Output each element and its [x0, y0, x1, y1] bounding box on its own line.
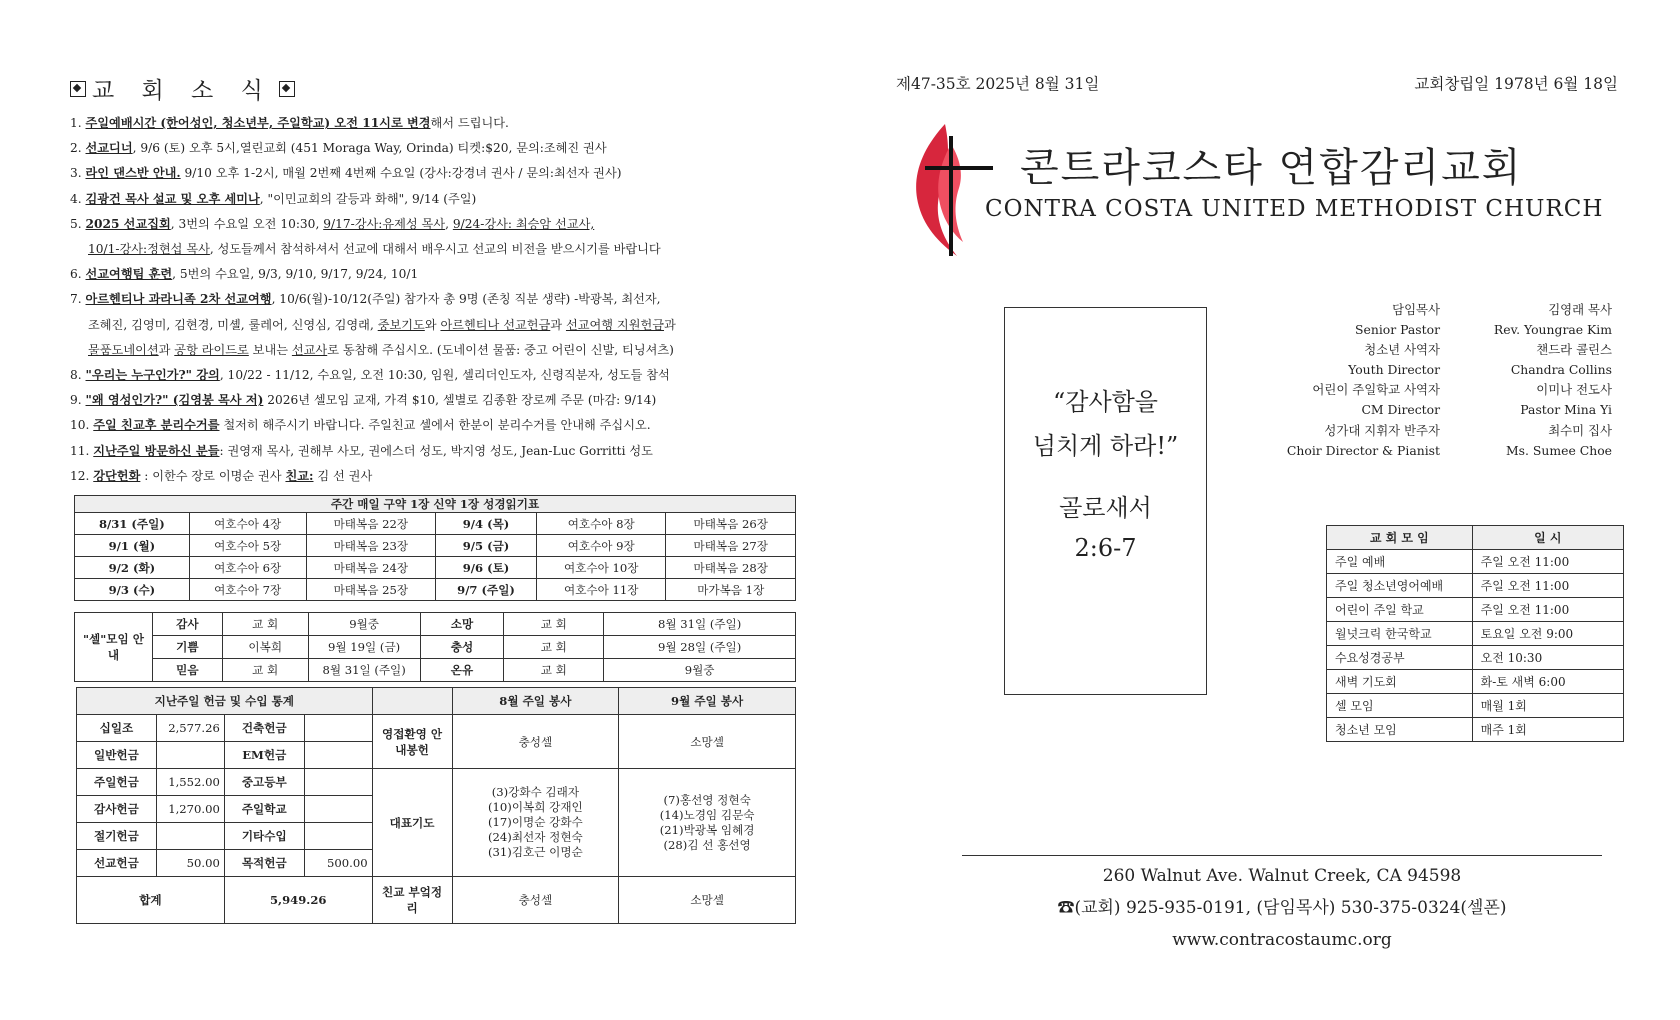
staff-name-ko: 김영래 목사: [1548, 302, 1612, 317]
cell-group-name: 믿음: [152, 659, 222, 682]
news-item-text: 선교여행팀 훈련: [85, 267, 173, 282]
cell-group-value: 9월중: [604, 659, 796, 682]
news-item-text: 지난주일 방문하신 분들: [93, 443, 220, 458]
news-item: [70, 212, 800, 237]
news-item-text: , 3번의 수요일 오전 10:30,: [170, 216, 324, 231]
divider: [962, 855, 1602, 856]
news-item: [70, 313, 800, 338]
news-item-text: 과: [664, 317, 676, 332]
finance-amount: 500.00: [304, 850, 372, 877]
gathering-name: 셀 모임: [1327, 694, 1473, 718]
staff-role-ko: 어린이 주일학교 사역자: [1312, 382, 1440, 398]
finance-amount: [156, 742, 224, 769]
news-item-text: 주일 친교후 분리수거를: [93, 418, 220, 433]
prayer-label: 대표기도: [372, 769, 452, 877]
reading-chapter: 마태복음 27장: [666, 535, 796, 557]
cell-group-value: 교 회: [504, 613, 604, 636]
finance-title: 지난주일 헌금 및 수입 통계: [77, 688, 373, 715]
prayer-entry: (24)최선자 정현숙: [488, 830, 583, 844]
cell-group-value: 8월 31일 (주일): [308, 659, 420, 682]
reading-date: 9/4 (목): [436, 513, 537, 535]
finance-amount: [304, 769, 372, 796]
table-row: [77, 715, 796, 742]
staff-name-ko: 이미나 전도사: [1536, 382, 1612, 398]
motto-line-1: “감사함을: [1052, 388, 1158, 416]
news-item-text: 9/24-강사: 최승암 선교사,: [452, 216, 595, 231]
reading-date: 9/3 (수): [75, 579, 190, 601]
motto-line-2: 넘치게 하라!”: [1032, 432, 1179, 460]
prayer-entry: (14)노경임 김문숙: [659, 807, 755, 822]
finance-label: 건축헌금: [224, 715, 304, 742]
staff-role-en: CM Director: [1361, 402, 1440, 418]
cell-group-value: 교 회: [504, 636, 604, 659]
reading-chapter: 마가복음 1장: [666, 579, 796, 601]
cell-group-name: 감사: [152, 613, 222, 636]
news-item-text: 선교디너: [85, 141, 133, 156]
finance-amount: [304, 715, 372, 742]
gathering-name: 주일 청소년영어예배: [1327, 574, 1473, 598]
cell-group-name: 기쁨: [152, 636, 222, 659]
staff-name-en: Chandra Collins: [1510, 362, 1612, 378]
reading-chapter: 여호수아 7장: [189, 579, 306, 601]
table-row: [77, 688, 796, 715]
staff-row: [1250, 421, 1612, 441]
gathering-header-name: 교 회 모 임: [1327, 526, 1473, 550]
reading-date: 9/1 (월): [75, 535, 190, 557]
news-item: [70, 388, 800, 413]
reading-chapter: 여호수아 10장: [536, 557, 666, 579]
service-blank: [372, 688, 452, 715]
contact-block: [962, 860, 1602, 956]
bible-table-title: 주간 매일 구약 1장 신약 1장 성경읽기표: [75, 496, 796, 513]
news-item: [70, 237, 800, 262]
fellowship-label: 친교 부엌정리: [372, 877, 452, 924]
church-gatherings-table: [1326, 525, 1624, 742]
news-item: [70, 338, 800, 363]
news-item-number: 7.: [70, 292, 82, 307]
reading-chapter: 여호수아 9장: [536, 535, 666, 557]
founding-date: 교회창립일 1978년 6월 18일: [1414, 75, 1618, 93]
news-item-text: 2026년 셀모임 교재, 가격 $10, 셀별로 김종환 장로께 주문 (마감: 9/14): [263, 393, 657, 408]
gathering-time: 주일 오전 11:00: [1472, 598, 1623, 622]
news-item-text: 로 동참해 주십시오. (도네이션 물품: 중고 어린이 신발, 티닝셔츠): [327, 342, 674, 357]
gathering-time: 토요일 오전 9:00: [1472, 622, 1623, 646]
church-address: 260 Walnut Ave. Walnut Creek, CA 94598: [1102, 866, 1462, 886]
usher-sep: 소망셀: [619, 715, 796, 769]
table-row: [75, 659, 796, 682]
prayer-entry: (21)박광복 임혜경: [659, 822, 755, 837]
reading-date: 9/7 (주일): [436, 579, 537, 601]
staff-row: [1250, 300, 1612, 320]
news-item-text: 공항 라이드로: [174, 342, 249, 357]
staff-row: [1250, 441, 1612, 461]
staff-name-ko: 챈드라 콜린스: [1536, 342, 1612, 358]
gathering-time: 매월 1회: [1472, 694, 1623, 718]
staff-role-en: Youth Director: [1348, 362, 1440, 378]
cell-group-value: 9월 28일 (주일): [604, 636, 796, 659]
finance-label: 절기헌금: [77, 823, 157, 850]
table-row: [1327, 598, 1624, 622]
table-row: [75, 557, 796, 579]
news-item: [70, 262, 800, 287]
reading-date: 9/5 (금): [436, 535, 537, 557]
finance-amount: 2,577.26: [156, 715, 224, 742]
news-item-number: 11.: [70, 443, 90, 458]
table-row: [77, 769, 796, 796]
cell-group-name: 소망: [420, 613, 504, 636]
news-item-text: 아르헨티나 선교헌금: [440, 317, 551, 332]
table-row: [75, 535, 796, 557]
prayer-entry: (17)이명순 강화수: [488, 815, 583, 829]
news-item-text: : 이한수 장로 이명순 권사: [140, 468, 286, 483]
news-item-text: 해서 드립니다.: [430, 116, 509, 130]
reading-date: 9/6 (토): [436, 557, 537, 579]
finance-amount: 50.00: [156, 850, 224, 877]
bible-reading-table: [74, 495, 796, 601]
news-item-text: 과: [550, 317, 566, 332]
finance-label: 목적헌금: [224, 850, 304, 877]
finance-amount: [156, 823, 224, 850]
prayer-entry: (28)김 선 홍선영: [663, 837, 751, 852]
reading-chapter: 여호수아 8장: [536, 513, 666, 535]
news-item-text: 김 선 권사: [313, 468, 373, 483]
finance-label: 십일조: [77, 715, 157, 742]
news-item-number: 2.: [70, 141, 82, 156]
table-row: [75, 513, 796, 535]
news-item-number: 9.: [70, 393, 82, 408]
table-row: [1327, 670, 1624, 694]
total-label: 합계: [77, 877, 225, 924]
finance-label: 감사헌금: [77, 796, 157, 823]
reading-chapter: 여호수아 6장: [189, 557, 306, 579]
news-item-text: 9/17-강사:유제성 목사: [323, 216, 446, 231]
staff-name-en: Rev. Youngrae Kim: [1493, 322, 1612, 338]
issue-info: 제47-35호 2025년 8월 31일: [896, 75, 1100, 93]
staff-row: [1250, 360, 1612, 380]
news-item: [70, 363, 800, 388]
cell-group-name: 충성: [420, 636, 504, 659]
finance-label: 선교헌금: [77, 850, 157, 877]
news-item-number: 5.: [70, 216, 82, 231]
finance-label: 주일학교: [224, 796, 304, 823]
reading-chapter: 여호수아 4장: [189, 513, 306, 535]
prayer-aug: [452, 769, 619, 877]
news-item-number: 4.: [70, 191, 82, 206]
news-item: [70, 464, 800, 489]
news-item-text: 10/1-강사:정현섭 목사: [88, 242, 210, 257]
prayer-sep: [619, 769, 796, 877]
news-item-text: 9/10 오후 1-2시, 매월 2번째 4번째 수요일 (강사:강경녀 권사 / 문의:최선자 권사): [180, 166, 622, 181]
news-item-number: 10.: [70, 418, 90, 433]
cell-group-label: "셀"모임 안내: [75, 613, 153, 682]
reading-chapter: 마태복음 28장: [666, 557, 796, 579]
staff-row: [1250, 340, 1612, 360]
staff-name-en: Pastor Mina Yi: [1520, 402, 1612, 418]
news-item-text: 친교:: [285, 468, 314, 483]
cell-group-value: 교 회: [504, 659, 604, 682]
news-item-text: 조혜진, 김영미, 김현경, 미셸, 룰레어, 신영심, 김영래,: [88, 317, 378, 332]
finance-amount: [304, 823, 372, 850]
reading-chapter: 여호수아 11장: [536, 579, 666, 601]
staff-list: [1250, 300, 1612, 461]
news-item-text: , 5번의 수요일, 9/3, 9/10, 9/17, 9/24, 10/1: [172, 267, 419, 282]
church-website[interactable]: www.contracostaumc.org: [1172, 930, 1392, 950]
reading-chapter: 마태복음 26장: [666, 513, 796, 535]
motto-box: [1004, 307, 1207, 695]
staff-row: [1250, 380, 1612, 400]
finance-label: 주일헌금: [77, 769, 157, 796]
service-aug-title: 8월 주일 봉사: [452, 688, 619, 715]
fellowship-sep: 소망셀: [619, 877, 796, 924]
staff-name-ko: 최수미 집사: [1548, 422, 1612, 438]
news-item-text: 주일예배시간 (한어성인, 청소년부, 주일학교) 오전 11시로 변경: [85, 116, 431, 130]
gathering-time: 주일 오전 11:00: [1472, 574, 1623, 598]
news-item-number: 8.: [70, 368, 82, 383]
church-name-korean: 콘트라코스타 연합감리교회: [1020, 145, 1523, 191]
table-row: [1327, 550, 1624, 574]
news-item-text: 보내는: [248, 342, 292, 357]
cell-group-value: 교 회: [222, 613, 308, 636]
cell-group-value: 9월중: [308, 613, 420, 636]
news-title: 교 회 소 식: [92, 78, 273, 104]
staff-role-en: Senior Pastor: [1355, 322, 1440, 338]
news-item-text: 라인 댄스반 안내.: [85, 166, 181, 181]
prayer-entry: (3)강화수 김래자: [491, 785, 580, 799]
news-item-text: 김광건 목사 설교 및 오후 세미나: [85, 191, 260, 206]
news-item-text: , 9/6 (토) 오후 5시,열린교회 (451 Moraga Way, Orinda) 티켓:$20, 문의:조혜진 권사: [132, 141, 607, 156]
news-item-text: , "이민교회의 갈등과 화해", 9/14 (주일): [259, 191, 477, 206]
news-item-text: 2025 선교집회: [85, 216, 171, 231]
news-item: [70, 161, 800, 186]
service-sep-title: 9월 주일 봉사: [619, 688, 796, 715]
prayer-entry: (10)이복희 강재인: [488, 800, 583, 814]
staff-role-ko: 청소년 사역자: [1364, 342, 1440, 358]
news-item-number: 12.: [70, 468, 90, 483]
finance-label: 기타수입: [224, 823, 304, 850]
news-heading: [70, 72, 800, 105]
usher-aug: 충성셀: [452, 715, 619, 769]
news-item-text: , 10/6(월)-10/12(주일) 참가자 총 9명 (존칭 직분 생략) -박광복, 최선자,: [271, 292, 661, 307]
staff-row: [1250, 400, 1612, 420]
cross-and-flame-logo-icon: [905, 118, 995, 260]
news-item-text: 물품도네이션: [88, 342, 159, 357]
news-item: [70, 111, 800, 136]
finance-amount: 1,270.00: [156, 796, 224, 823]
news-item-text: 강단헌화: [93, 468, 141, 483]
news-item-text: 아르헨티나 과라니족 2차 선교여행: [85, 292, 272, 307]
reading-chapter: 마태복음 24장: [306, 557, 436, 579]
news-item-number: 6.: [70, 267, 82, 282]
fellowship-aug: 충성셀: [452, 877, 619, 924]
cell-group-value: 8월 31일 (주일): [604, 613, 796, 636]
usher-label: 영접환영 안내봉헌: [372, 715, 452, 769]
motto-ref-verse: 2:6-7: [1074, 534, 1137, 562]
staff-row: [1250, 320, 1612, 340]
table-row: [1327, 694, 1624, 718]
table-row: [1327, 718, 1624, 742]
news-item-text: 와: [424, 317, 441, 332]
staff-role-en: Choir Director & Pianist: [1286, 442, 1440, 458]
table-row: [1327, 574, 1624, 598]
prayer-entry: (31)김호근 이명순: [488, 845, 583, 859]
diamond-ornament-icon: [279, 81, 295, 97]
news-item-text: 선교사: [291, 342, 328, 357]
news-item: [70, 439, 800, 464]
news-item-number: 3.: [70, 166, 82, 181]
news-item-text: , 10/22 - 11/12, 수요일, 오전 10:30, 임원, 셀리더인도자, 신령직분자, 성도들 참석: [219, 368, 670, 383]
cell-group-value: 이복희: [222, 636, 308, 659]
gathering-time: 오전 10:30: [1472, 646, 1623, 670]
gathering-name: 주일 예배: [1327, 550, 1473, 574]
cell-group-name: 온유: [420, 659, 504, 682]
news-item: [70, 287, 800, 312]
total-value: 5,949.26: [224, 877, 372, 924]
table-row: [75, 613, 796, 636]
gathering-header-time: 일 시: [1472, 526, 1623, 550]
news-item-text: 철저히 해주시기 바랍니다. 주일친교 셀에서 한분이 분리수거를 안내해 주십시오.: [219, 418, 651, 433]
news-list: [70, 111, 800, 489]
table-row: [1327, 646, 1624, 670]
diamond-ornament-icon: [70, 81, 86, 97]
reading-date: 8/31 (주일): [75, 513, 190, 535]
cell-group-table: [74, 612, 796, 682]
news-item: [70, 413, 800, 438]
table-row: [75, 579, 796, 601]
cell-group-value: 9월 19일 (금): [308, 636, 420, 659]
news-item-text: 선교여행 지원헌금: [565, 317, 665, 332]
table-row: [77, 877, 796, 924]
news-item-text: "왜 영성인가?" (김영봉 목사 저): [85, 393, 264, 408]
news-item-text: 과: [158, 342, 175, 357]
news-item-number: 1.: [70, 116, 82, 130]
table-row: [1327, 622, 1624, 646]
church-phone: ☎(교회) 925-935-0191, (담임목사) 530-375-0324(셀폰): [1057, 898, 1507, 918]
staff-role-ko: 성가대 지휘자 반주자: [1324, 422, 1440, 438]
church-name-english: CONTRA COSTA UNITED METHODIST CHURCH: [985, 196, 1604, 222]
reading-chapter: 마태복음 23장: [306, 535, 436, 557]
gathering-name: 청소년 모임: [1327, 718, 1473, 742]
finance-amount: 1,552.00: [156, 769, 224, 796]
gathering-name: 어린이 주일 학교: [1327, 598, 1473, 622]
news-item-text: ,: [445, 216, 453, 231]
staff-role-ko: 담임목사: [1392, 302, 1440, 317]
news-item-text: "우리는 누구인가?" 강의: [85, 368, 220, 383]
gathering-time: 주일 오전 11:00: [1472, 550, 1623, 574]
gathering-time: 매주 1회: [1472, 718, 1623, 742]
finance-label: 중고등부: [224, 769, 304, 796]
finance-amount: [304, 796, 372, 823]
news-item: [70, 187, 800, 212]
gathering-name: 수요성경공부: [1327, 646, 1473, 670]
finance-service-table: [76, 687, 796, 924]
reading-chapter: 여호수아 5장: [189, 535, 306, 557]
finance-amount: [304, 742, 372, 769]
motto-ref-book: 골로새서: [1059, 494, 1152, 522]
news-item-text: 중보기도: [377, 317, 425, 332]
reading-chapter: 마태복음 25장: [306, 579, 436, 601]
gathering-name: 새벽 기도회: [1327, 670, 1473, 694]
reading-date: 9/2 (화): [75, 557, 190, 579]
prayer-entry: (7)홍선영 정현숙: [663, 792, 751, 807]
staff-name-en: Ms. Sumee Choe: [1506, 442, 1612, 458]
gathering-time: 화-토 새벽 6:00: [1472, 670, 1623, 694]
finance-label: EM헌금: [224, 742, 304, 769]
news-item: [70, 136, 800, 161]
cell-group-value: 교 회: [222, 659, 308, 682]
news-item-text: : 권영재 목사, 권해부 사모, 권에스더 성도, 박지영 성도, Jean-Luc Gorritti 성도: [219, 443, 653, 458]
reading-chapter: 마태복음 22장: [306, 513, 436, 535]
news-item-text: , 성도들께서 참석하셔서 선교에 대해서 배우시고 선교의 비전을 받으시기를 바랍니다: [209, 242, 661, 257]
gathering-name: 월넛크릭 한국학교: [1327, 622, 1473, 646]
finance-label: 일반헌금: [77, 742, 157, 769]
news-section: [70, 72, 800, 489]
table-row: [75, 636, 796, 659]
